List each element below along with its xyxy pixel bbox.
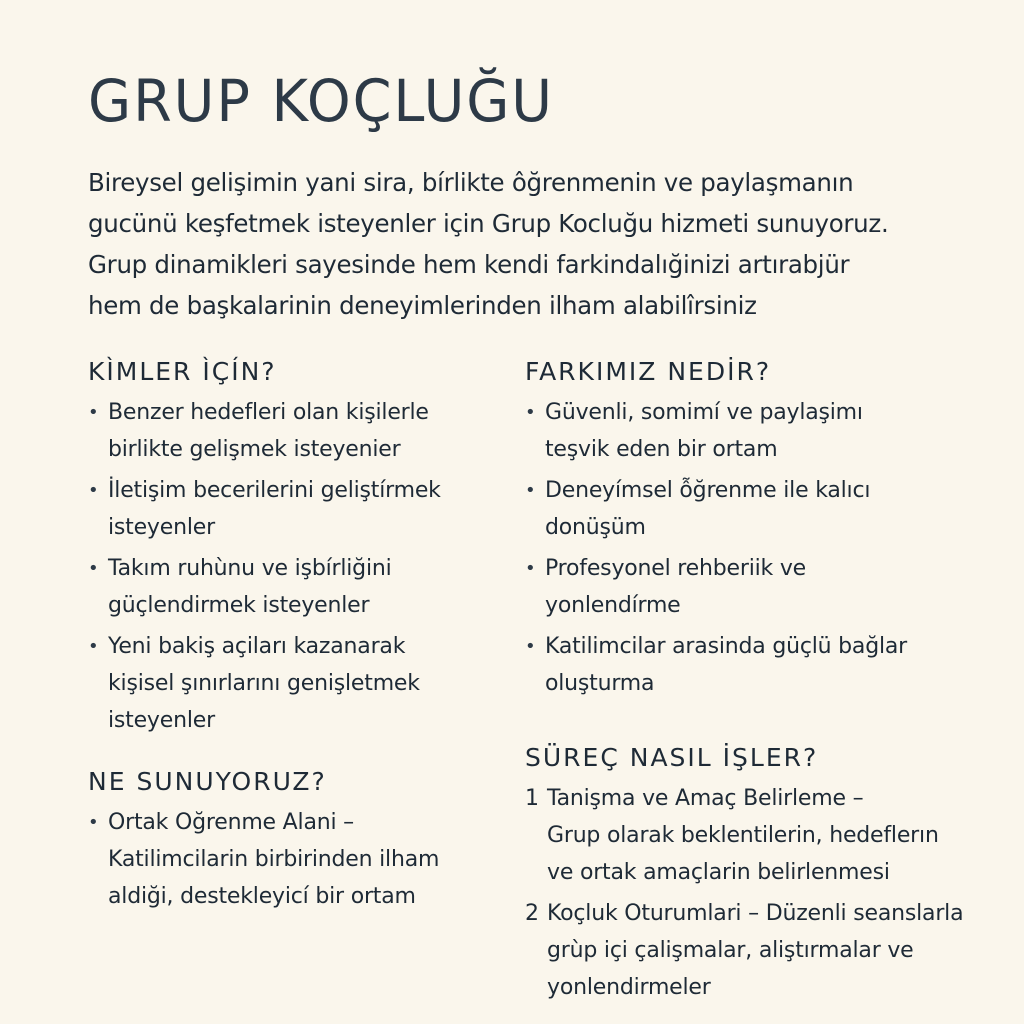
section-heading: FARKIMIZ NEDİR? [525, 357, 772, 386]
list-item-text: Grup olarak beklentilerin, hedeflerın [547, 823, 939, 848]
list-item [88, 550, 441, 624]
intro-line: hem de başkalarinin deneyimlerinden ilham alabilîrsiniz [88, 291, 757, 320]
list-item [525, 394, 907, 468]
section-heading: KÌMLER ÌÇÍN? [88, 357, 277, 386]
list-item [525, 550, 907, 624]
section-what-we-offer [88, 764, 439, 915]
list-item-text: Tanişma ve Amaç Belirleme – [547, 786, 864, 811]
list-item-text: donüşüm [545, 515, 646, 540]
list-item-text: Deneyímsel ỗğrenme ile kalıcı [545, 478, 871, 503]
list-item-text: İletişim becerilerini geliştírmek [108, 478, 441, 503]
bullet-icon: • [525, 636, 536, 657]
list-item [88, 394, 441, 468]
list-item-text: Katilimcilarin birbirinden ilham [108, 847, 440, 872]
bullet-list [525, 394, 907, 702]
list-item [88, 628, 441, 739]
list-item-text: isteyenler [108, 515, 215, 540]
list-item [88, 804, 439, 915]
section-heading: SÜREÇ NASIL İŞLER? [525, 743, 819, 772]
numbered-list [525, 780, 963, 1006]
list-item-text: kişisel şınırlarını genişletmek [108, 671, 420, 696]
intro-line: gucünü keşfetmek isteyenler için Grup Kocluğu hizmeti sunuyoruz. [88, 209, 889, 238]
bullet-icon: • [88, 558, 99, 579]
list-item-text: Katilimcilar arasinda güçlü bağlar [545, 634, 908, 659]
intro-paragraph [88, 162, 1008, 326]
intro-line: Grup dinamikleri sayesinde hem kendi farkindalığinizi artırabjür [88, 250, 850, 279]
page-title: GRUP KOÇLUĞU [88, 67, 554, 135]
list-item-text: güçlendirmek isteyenler [108, 593, 370, 618]
list-item-text: Ortak Oğrenme Alani – [108, 810, 354, 835]
bullet-icon: • [88, 636, 99, 657]
list-item [525, 472, 907, 546]
list-item-text: Koçluk Oturumlari – Düzenli seanslarla [547, 901, 964, 926]
bullet-icon: • [88, 480, 99, 501]
list-item-text: birlikte gelişmek isteyenier [108, 437, 401, 462]
section-who-for [88, 354, 441, 739]
bullet-icon: • [88, 812, 99, 833]
bullet-list [88, 394, 441, 739]
list-item-text: Yeni bakiş açiları kazanarak [108, 634, 406, 659]
bullet-list [88, 804, 439, 915]
list-item-text: yonlendírme [545, 593, 681, 618]
list-item-text: oluşturma [545, 671, 655, 696]
list-item [88, 472, 441, 546]
section-what-makes-us-different [525, 354, 907, 702]
list-item-text: yonlendirmeler [547, 975, 711, 1000]
bullet-icon: • [525, 480, 536, 501]
intro-line: Bireysel gelişimin yani sira, bírlikte ôğrenmenin ve paylaşmanın [88, 168, 854, 197]
list-item-text: Takım ruhùnu ve işbírliğini [108, 556, 392, 581]
list-item-text: Profesyonel rehberiik ve [545, 556, 807, 581]
list-item [525, 628, 907, 702]
list-item [525, 895, 963, 1006]
list-item-text: grùp içi çalişmalar, aliştırmalar ve [547, 938, 914, 963]
list-item-text: isteyenler [108, 708, 215, 733]
section-how-it-works [525, 740, 963, 1006]
list-item-text: aldiği, destekleyicí bir ortam [108, 884, 416, 909]
bullet-icon: • [525, 402, 536, 423]
bullet-icon: • [525, 558, 536, 579]
step-number: 2 [525, 901, 539, 926]
section-heading: NE SUNUYORUZ? [88, 767, 327, 796]
list-item-text: Benzer hedefleri olan kişilerle [108, 400, 429, 425]
list-item-text: ve ortak amaçlarin belirlenmesi [547, 860, 890, 885]
list-item-text: teşvik eden bir ortam [545, 437, 778, 462]
step-number: 1 [525, 786, 539, 811]
list-item [525, 780, 963, 891]
list-item-text: Güvenli, somimí ve paylaşimı [545, 400, 863, 425]
bullet-icon: • [88, 402, 99, 423]
